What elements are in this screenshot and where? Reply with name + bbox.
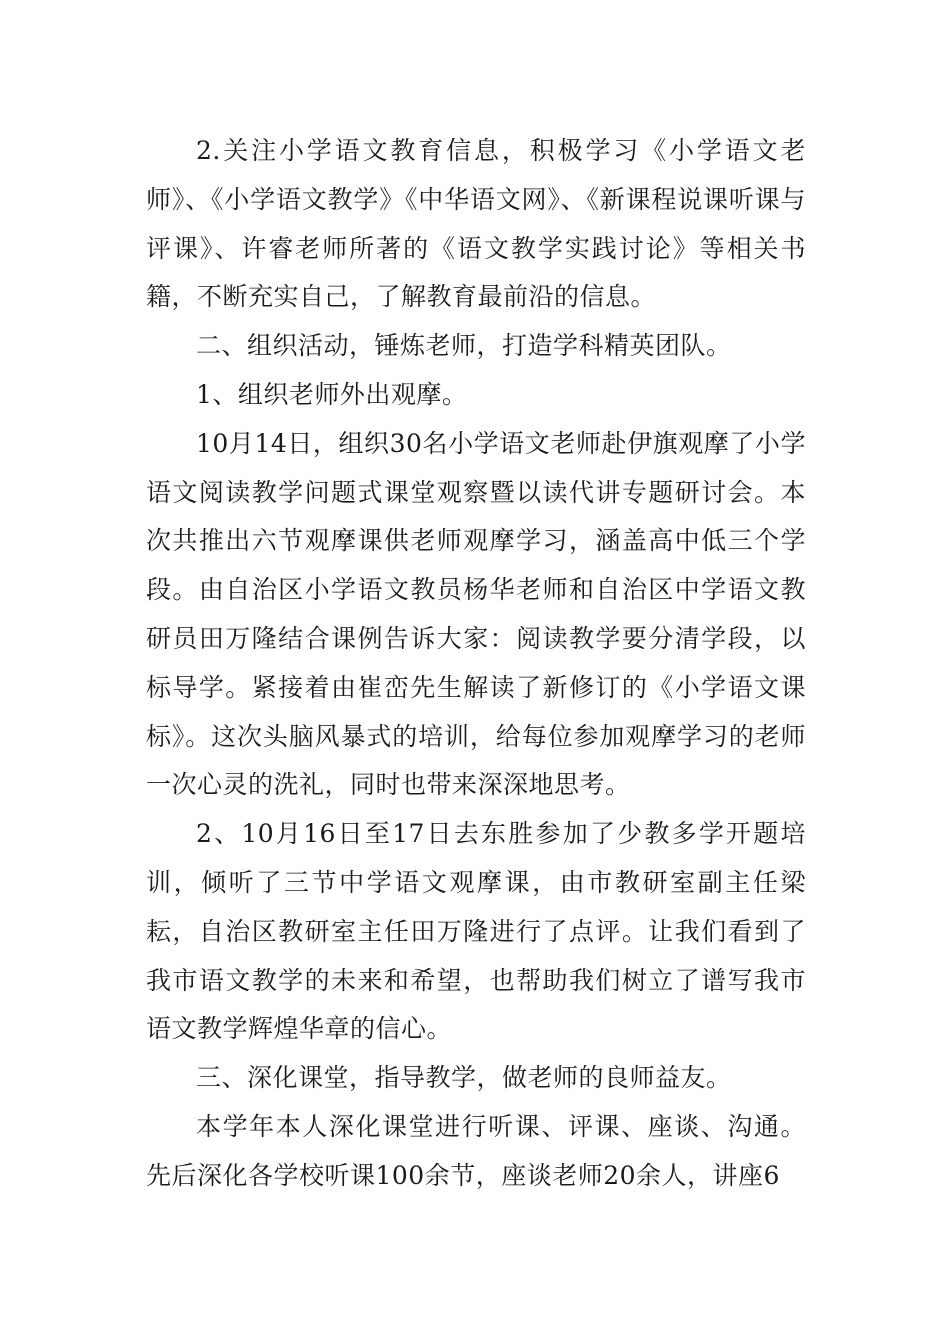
subheading-observation-trip: 1、组织老师外出观摩。 bbox=[196, 379, 468, 409]
heading-deepen-classroom: 三、深化课堂，指导教学，做老师的良师益友。 bbox=[196, 1063, 732, 1093]
document-body bbox=[146, 127, 806, 1201]
paragraph-classroom-visits: 本学年本人深化课堂进行听课、评课、座谈、沟通。先后深化各学校听课100余节，座谈老师20余人，讲座6 bbox=[146, 1111, 806, 1190]
paragraph-october-14-seminar: 10月14日，组织30名小学语文老师赴伊旗观摩了小学语文阅读教学问题式课堂观察暨以读代讲专题研讨会。本次共推出六节观摩课供老师观摩学习，涵盖高中低三个学段。由自治区小学语文教员杨华老师和自治区中学语文教研员田万隆结合课例告诉大家：阅读教学要分清学段，以标导学。紧接着由崔峦先生解读了新修订的《小学语文课标》。这次头脑风暴式的培训，给每位参加观摩学习的老师一次心灵的洗礼，同时也带来深深地思考。 bbox=[146, 428, 806, 800]
heading-organize-activities: 二、组织活动，锤炼老师，打造学科精英团队。 bbox=[196, 331, 732, 361]
paragraph-october-16-training: 2、10月16日至17日去东胜参加了少教多学开题培训，倾听了三节中学语文观摩课，由市教研室副主任梁耘，自治区教研室主任田万隆进行了点评。让我们看到了我市语文教学的未来和希望，也帮助我们树立了谱写我市语文教学辉煌华章的信心。 bbox=[146, 819, 806, 1044]
paragraph-focus-on-education-info: 2.关注小学语文教育信息，积极学习《小学语文老师》、《小学语文教学》《中华语文网》、《新课程说课听课与评课》、许睿老师所著的《语文教学实践讨论》等相关书籍，不断充实自己，了解教育最前沿的信息。 bbox=[146, 136, 806, 312]
